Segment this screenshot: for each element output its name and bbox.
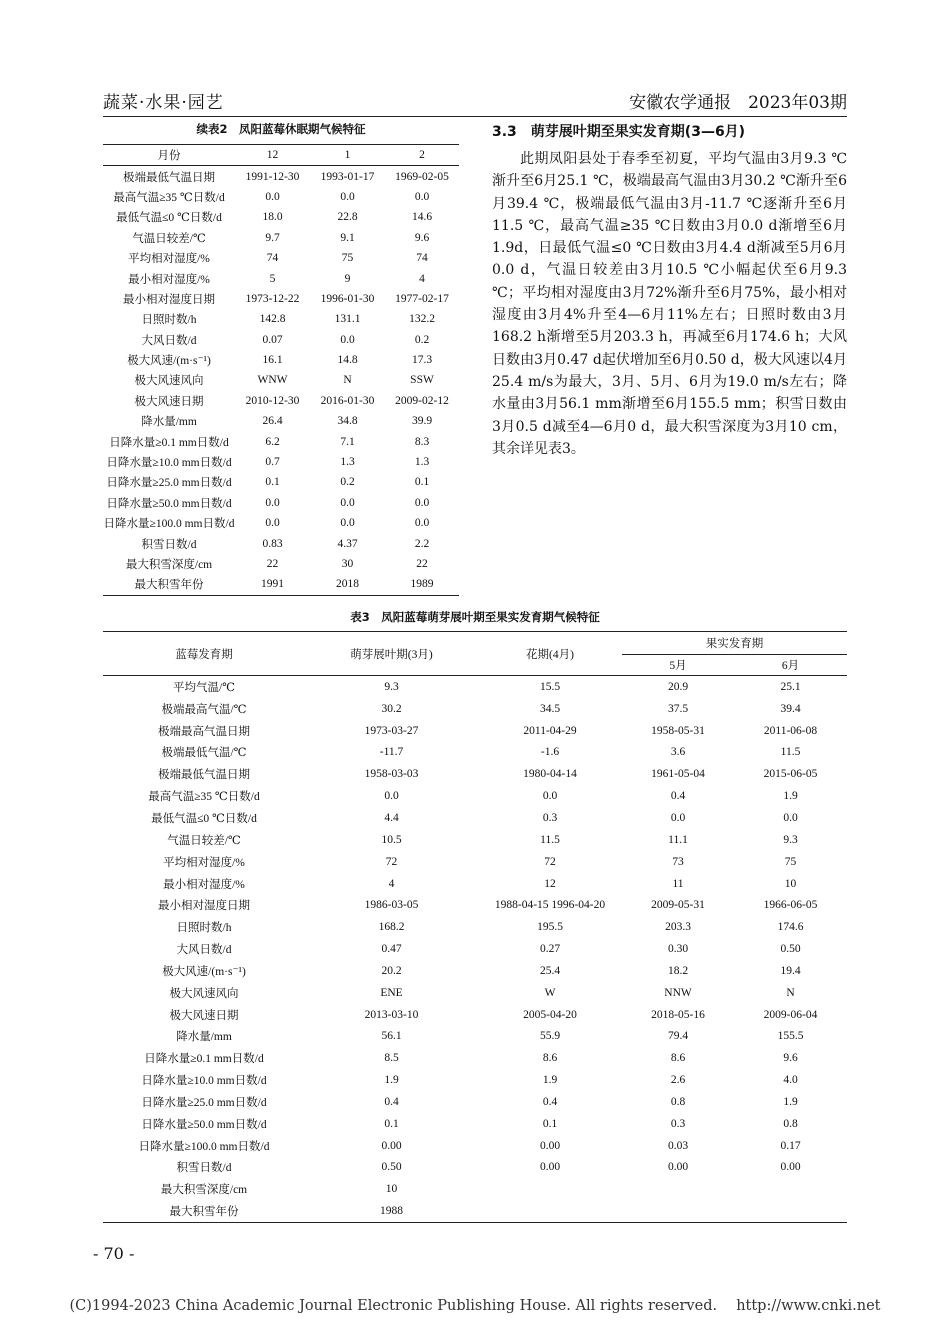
table-cell: 1993-01-17	[320, 170, 375, 183]
table2-column-header: 2	[385, 145, 459, 166]
table-cell: 1.9	[783, 1095, 798, 1108]
table-cell	[622, 1200, 734, 1222]
table-cell: 2013-03-10	[364, 1008, 419, 1021]
row-label: 日降水量≥10.0 mm日数/d	[106, 457, 232, 470]
table-row	[103, 720, 847, 742]
table-cell: 2018-05-16	[651, 1008, 705, 1021]
table-cell: 75	[341, 252, 354, 265]
table-cell: 22	[266, 558, 279, 570]
table-row	[103, 187, 459, 207]
table-cell: 2.6	[670, 1074, 686, 1087]
table-cell: 2015-06-05	[763, 768, 818, 781]
table3-head-sprout: 萌芽展叶期(3月)	[305, 632, 478, 676]
row-label: 日降水量≥50.0 mm日数/d	[106, 497, 232, 510]
row-label: 最低气温≤0 ℃日数/d	[116, 212, 222, 225]
table-cell: 0.27	[539, 943, 561, 956]
row-label: 极大风速风向	[134, 375, 204, 388]
table2-header-row	[103, 145, 459, 166]
table-cell: 4.0	[783, 1074, 798, 1087]
row-label: 平均相对湿度/%	[128, 253, 210, 266]
table-cell: 0.0	[340, 496, 355, 509]
journal-name: 安徽农学通报	[629, 93, 732, 113]
table-cell: 6.2	[265, 435, 280, 448]
table-cell: SSW	[410, 374, 434, 387]
row-label: 降水量/mm	[141, 416, 197, 429]
table-cell: 73	[672, 855, 684, 868]
table-cell: 0.00	[381, 1139, 402, 1152]
table-cell: 22	[416, 558, 428, 570]
table2-body	[103, 166, 459, 595]
table-row	[103, 1135, 847, 1157]
table-row	[103, 268, 459, 288]
table-cell: 0.0	[384, 790, 399, 803]
table-cell: N	[343, 374, 352, 387]
table-cell: 72	[385, 855, 398, 868]
table-cell: 0.50	[381, 1161, 402, 1174]
table-row	[103, 873, 847, 895]
table-cell: -1.6	[540, 746, 560, 759]
page-number: - 70 -	[93, 1244, 135, 1263]
table-row	[103, 533, 459, 553]
table-cell: 56.1	[381, 1030, 402, 1043]
table-cell: 203.3	[665, 921, 691, 934]
table-cell: 1977-02-17	[395, 292, 449, 305]
table-cell: W	[544, 986, 556, 999]
table-cell: 2016-01-30	[320, 394, 375, 407]
table-cell: 11.1	[668, 833, 688, 846]
table-cell: 0.1	[265, 476, 280, 489]
table-cell: 11.5	[540, 833, 560, 846]
table-row	[103, 289, 459, 309]
table-cell: 39.4	[780, 702, 801, 715]
table-cell: 132.2	[409, 313, 435, 326]
table-cell: 1986-03-05	[364, 899, 419, 912]
row-label: 极大风速风向	[169, 987, 239, 1000]
table-cell: 0.8	[783, 1117, 798, 1130]
table-cell: 7.1	[340, 435, 355, 448]
table3-head-may: 5月	[622, 655, 734, 676]
row-label: 气温日较差/℃	[132, 232, 206, 245]
table-cell: 155.5	[777, 1030, 804, 1043]
table-cell: 20.9	[667, 680, 689, 693]
table-cell: 2011-04-29	[523, 724, 577, 737]
table3-caption: 表3 凤阳蓝莓萌芽展叶期至果实发育期气候特征	[350, 610, 600, 624]
table-cell: 16.1	[262, 354, 283, 367]
table-row	[103, 851, 847, 873]
row-label: 极端最高气温日期	[158, 725, 250, 738]
table3-header-row-1	[103, 632, 847, 655]
table-cell: 20.2	[381, 964, 402, 977]
row-label: 最大积雪深度/cm	[160, 1184, 248, 1197]
table3-head-stage: 蓝莓发育期	[103, 632, 305, 676]
table-cell: 39.9	[411, 415, 433, 428]
table-row	[103, 1047, 847, 1069]
row-label: 极端最低气温日期	[158, 769, 250, 782]
table-cell: 1.3	[414, 456, 430, 469]
table-cell: 2009-02-12	[395, 394, 449, 407]
table-cell: 17.3	[411, 354, 433, 367]
row-label: 日照时数/h	[141, 314, 197, 327]
table-cell: 0.3	[670, 1117, 686, 1130]
row-label: 最小相对湿度日期	[123, 293, 215, 306]
table-cell: 0.2	[340, 476, 355, 489]
row-label: 积雪日数/d	[176, 1162, 232, 1175]
table-cell: 22.8	[337, 211, 358, 224]
table-cell: 0.0	[340, 333, 355, 346]
table-row	[103, 829, 847, 851]
running-header-section: 蔬菜·水果·园艺	[103, 93, 224, 113]
table-cell: 1973-03-27	[364, 724, 419, 737]
table3-head-fruit: 果实发育期	[622, 632, 847, 655]
table-cell: 0.17	[780, 1139, 801, 1152]
table-cell: 4.4	[384, 811, 399, 824]
table-cell: 9.3	[384, 680, 399, 693]
table-row	[103, 1004, 847, 1026]
table-cell: 37.5	[667, 702, 689, 715]
table-row	[103, 452, 459, 472]
table3-head-june: 6月	[734, 655, 847, 676]
table-cell: 0.50	[780, 943, 801, 956]
table-cell: 1969-02-05	[395, 170, 449, 183]
table-cell: 0.07	[262, 333, 283, 346]
row-label: 最小相对湿度/%	[163, 878, 245, 891]
table-cell: 2018	[310, 574, 385, 595]
table-row	[103, 513, 459, 533]
table-cell: 9	[344, 272, 351, 285]
table-row	[103, 763, 847, 785]
table-cell: 55.9	[539, 1030, 561, 1043]
table-cell: 0.4	[384, 1095, 399, 1108]
table-row	[103, 982, 847, 1004]
section-body-paragraph: 此期凤阳县处于春季至初夏，平均气温由3月9.3 ℃渐升至6月25.1 ℃，极端最高气温由3月30.2 ℃渐升至6月39.4 ℃，极端最低气温由3月-11.7 ℃逐渐升至6月11.5 ℃，最高气温≥35 ℃日数由3月0.0 d渐增至6月1.9d，日最低气温≤0 ℃日数由3月4.4 d渐减至5月6月0.0 d，气温日较差由3月10.5 ℃小幅起伏至6月9.3 ℃；平均相对湿度由3月72%渐升至6月75%，最小相对湿度由3月4%升至4—6月11%左右；日照时数由3月168.2 h渐增至5月203.3 h，再减至6月174.6 h；大风日数由3月0.47 d起伏增加至6月0.50 d，极大风速以4月25.4 m/s为最大，3月、5月、6月为19.0 m/s左右；降水量由3月56.1 mm渐增至6月155.5 mm；积雪日数由3月0.5 d减至4—6月0 d，最大积雪深度为3月10 cm，其余详见表3。	[492, 151, 847, 457]
table-cell: 0.1	[414, 476, 430, 489]
table-cell: 0.47	[381, 943, 402, 956]
table-cell: 8.6	[542, 1052, 558, 1065]
table-cell: 1961-05-04	[651, 768, 705, 781]
row-label: 极端最低气温/℃	[161, 747, 247, 760]
table-cell: 10	[784, 877, 797, 890]
table-cell: 11.5	[780, 746, 801, 759]
table-cell: 14.8	[337, 354, 358, 367]
table-row	[103, 785, 847, 807]
table2-column-header: 月份	[103, 145, 235, 166]
table-cell: 1.9	[384, 1074, 399, 1087]
table-cell: 0.3	[542, 811, 558, 824]
table-row	[103, 350, 459, 370]
table-row	[103, 248, 459, 268]
table-cell: 131.1	[334, 313, 361, 326]
table-row	[103, 1026, 847, 1048]
table-cell: 0.00	[539, 1161, 561, 1174]
row-label: 最小相对湿度/%	[128, 273, 210, 286]
table-cell: 0.4	[670, 790, 686, 803]
table-cell: 0.00	[780, 1161, 801, 1174]
table-row	[103, 493, 459, 513]
table-cell: 25.1	[780, 680, 801, 693]
table-cell: 1991	[235, 574, 310, 595]
table-cell: 26.4	[262, 415, 283, 428]
table-cell: 4.37	[337, 537, 358, 550]
table-cell: 12	[544, 877, 556, 890]
table-row	[103, 391, 459, 411]
table-cell: 8.5	[384, 1052, 399, 1065]
row-label: 日降水量≥0.1 mm日数/d	[109, 436, 229, 449]
row-label: 日降水量≥0.1 mm日数/d	[144, 1053, 264, 1066]
table-cell: 0.4	[542, 1095, 558, 1108]
table-cell: 0.0	[265, 496, 280, 509]
table-cell: 2010-12-30	[245, 394, 300, 407]
table-cell: 14.6	[411, 211, 433, 224]
table-cell: 15.5	[539, 680, 561, 693]
table-row	[103, 207, 459, 227]
table-cell: 1996-01-30	[320, 292, 375, 305]
table-cell: 1.9	[783, 790, 798, 803]
table-row	[103, 472, 459, 492]
table3	[103, 631, 847, 1223]
table-row	[103, 1091, 847, 1113]
table-cell: 74	[416, 252, 428, 265]
table-cell: 0.0	[414, 496, 430, 509]
table2-caption: 续表2 凤阳蓝莓休眠期气候特征	[196, 122, 366, 136]
table-row	[103, 411, 459, 431]
table-cell: 1973-12-22	[245, 292, 300, 305]
table-row	[103, 166, 459, 187]
table-cell: 2.2	[414, 537, 430, 550]
row-label: 最高气温≥35 ℃日数/d	[148, 791, 260, 804]
table-cell	[622, 1178, 734, 1200]
table-cell: 19.4	[780, 964, 801, 977]
row-label: 日降水量≥100.0 mm日数/d	[103, 518, 235, 531]
table-cell: 0.30	[667, 943, 689, 956]
running-header-journal	[629, 88, 847, 113]
table-row	[103, 554, 459, 574]
row-label: 极大风速/(m·s⁻¹)	[162, 965, 246, 978]
table-cell: 142.8	[259, 313, 286, 326]
table-row	[103, 330, 459, 350]
table-cell: 9.1	[340, 231, 355, 244]
table-row	[103, 431, 459, 451]
row-label: 极大风速日期	[134, 395, 204, 408]
table-cell: 0.0	[340, 517, 355, 530]
table-cell: 2005-04-20	[523, 1008, 577, 1021]
table-cell: 3.6	[670, 746, 686, 759]
table-row	[103, 960, 847, 982]
row-label: 最大积雪年份	[103, 1200, 305, 1222]
table-cell: 195.5	[537, 921, 563, 934]
table-cell: 9.7	[265, 231, 280, 244]
row-label: 降水量/mm	[176, 1031, 232, 1044]
table-cell: 0.00	[667, 1161, 689, 1174]
row-label: 平均气温/℃	[172, 681, 236, 694]
table-cell: N	[786, 986, 795, 999]
table-cell: 0.7	[265, 456, 280, 469]
table-cell: 75	[784, 855, 797, 868]
table-cell: 1988-04-15 1996-04-20	[494, 899, 606, 912]
table-row	[103, 938, 847, 960]
table-row	[103, 676, 847, 698]
table-cell: 9.6	[783, 1052, 798, 1065]
table-cell: 9.3	[783, 833, 798, 846]
row-label: 积雪日数/d	[141, 538, 197, 551]
row-label: 极大风速日期	[169, 1009, 239, 1022]
table-cell: 1.3	[340, 456, 355, 469]
table-cell: -11.7	[379, 746, 404, 759]
table-row	[103, 309, 459, 329]
table-cell: 5	[269, 272, 276, 285]
row-label: 日降水量≥10.0 mm日数/d	[141, 1075, 267, 1088]
table-cell: 0.0	[542, 790, 558, 803]
table-cell: 168.2	[378, 921, 405, 934]
table-row	[103, 1157, 847, 1179]
row-label: 极端最低气温日期	[123, 171, 215, 184]
table-cell: 0.83	[262, 537, 283, 550]
row-label: 最低气温≤0 ℃日数/d	[151, 812, 257, 825]
table-cell: ENE	[380, 986, 403, 999]
table-row	[103, 698, 847, 720]
row-label: 最大积雪年份	[103, 574, 235, 595]
table-cell: 2011-06-08	[763, 724, 818, 737]
table-cell: 0.1	[384, 1117, 399, 1130]
table-row	[103, 916, 847, 938]
table3-body	[103, 676, 847, 1223]
table-cell: 2009-05-31	[651, 899, 705, 912]
table-cell: 18.0	[262, 211, 283, 224]
table-row	[103, 574, 459, 595]
table-cell: 0.0	[414, 517, 430, 530]
table-cell	[734, 1178, 847, 1200]
table-cell: 0.2	[414, 333, 430, 346]
table-cell: 79.4	[667, 1030, 689, 1043]
table-cell: 0.0	[265, 517, 280, 530]
table-cell: 0.00	[539, 1139, 561, 1152]
table-cell	[734, 1200, 847, 1222]
row-label: 大风日数/d	[141, 334, 197, 347]
table-cell: 1989	[385, 574, 459, 595]
copyright-footer: (C)1994-2023 China Academic Journal Electronic Publishing House. All rights reserved. http://www.cnki.net	[69, 1298, 881, 1314]
table-cell: 0.03	[667, 1139, 689, 1152]
table-row	[103, 1200, 847, 1222]
table-cell: 2009-06-04	[763, 1008, 818, 1021]
table-cell: 30.2	[381, 702, 402, 715]
table-cell: 8.3	[414, 435, 430, 448]
table-row	[103, 894, 847, 916]
row-label: 极端最高气温/℃	[161, 703, 247, 716]
table-cell: 1980-04-14	[523, 768, 577, 781]
table-row	[103, 370, 459, 390]
table-cell: 0.0	[670, 811, 686, 824]
table-cell: 9.6	[414, 231, 430, 244]
table-cell: 30	[341, 558, 354, 570]
row-label: 日降水量≥50.0 mm日数/d	[141, 1118, 267, 1131]
table-cell: 174.6	[777, 921, 804, 934]
table-cell: 0.0	[340, 190, 355, 203]
table-cell: 74	[266, 252, 279, 265]
table-cell: NNW	[664, 986, 692, 999]
table-row	[103, 742, 847, 764]
table-cell: 8.6	[670, 1052, 686, 1065]
table2-column-header: 12	[235, 145, 310, 166]
row-label: 最小相对湿度日期	[158, 900, 250, 913]
table-cell: 34.8	[337, 415, 358, 428]
table-cell: 0.0	[783, 811, 798, 824]
table-cell: WNW	[257, 374, 288, 387]
table-row	[103, 1178, 847, 1200]
table-cell: 10	[385, 1183, 398, 1196]
row-label: 最高气温≥35 ℃日数/d	[113, 191, 225, 204]
row-label: 气温日较差/℃	[167, 834, 241, 847]
row-label: 日照时数/h	[176, 922, 232, 935]
table-cell	[478, 1200, 622, 1222]
row-label: 极大风速/(m·s⁻¹)	[127, 355, 211, 368]
table-cell: 1988	[305, 1200, 478, 1222]
table-cell: 34.5	[539, 702, 561, 715]
row-label: 平均相对湿度/%	[163, 856, 245, 869]
row-label: 日降水量≥25.0 mm日数/d	[106, 477, 232, 490]
row-label: 大风日数/d	[176, 944, 232, 957]
table-cell	[478, 1178, 622, 1200]
table2-column-header: 1	[310, 145, 385, 166]
header-rule	[103, 116, 847, 117]
table-cell: 1958-05-31	[651, 724, 705, 737]
table-cell: 0.0	[265, 190, 280, 203]
table-cell: 4	[419, 272, 425, 285]
table-cell: 18.2	[667, 964, 689, 977]
table-cell: 0.1	[542, 1117, 558, 1130]
table-cell: 11	[672, 877, 684, 890]
table-cell: 1.9	[542, 1074, 558, 1087]
journal-issue: 2023年03期	[748, 93, 847, 113]
table-cell: 25.4	[539, 964, 561, 977]
table-row	[103, 1113, 847, 1135]
table-cell: 72	[544, 855, 556, 868]
table-row	[103, 807, 847, 829]
table-cell: 10.5	[381, 833, 402, 846]
row-label: 最大积雪深度/cm	[125, 559, 213, 571]
table-cell: 1958-03-03	[364, 768, 419, 781]
table-cell: 1966-06-05	[763, 899, 818, 912]
table-cell: 4	[388, 877, 395, 890]
table-cell: 0.8	[670, 1095, 686, 1108]
table3-head-flower: 花期(4月)	[478, 632, 622, 676]
row-label: 日降水量≥100.0 mm日数/d	[138, 1140, 270, 1153]
section-heading: 3.3 萌芽展叶期至果实发育期(3—6月)	[492, 124, 746, 140]
table-cell: 1991-12-30	[245, 170, 300, 183]
row-label: 日降水量≥25.0 mm日数/d	[141, 1096, 267, 1109]
table-row	[103, 228, 459, 248]
table-cell: 0.0	[414, 190, 430, 203]
table-row	[103, 1069, 847, 1091]
table2	[103, 144, 459, 596]
